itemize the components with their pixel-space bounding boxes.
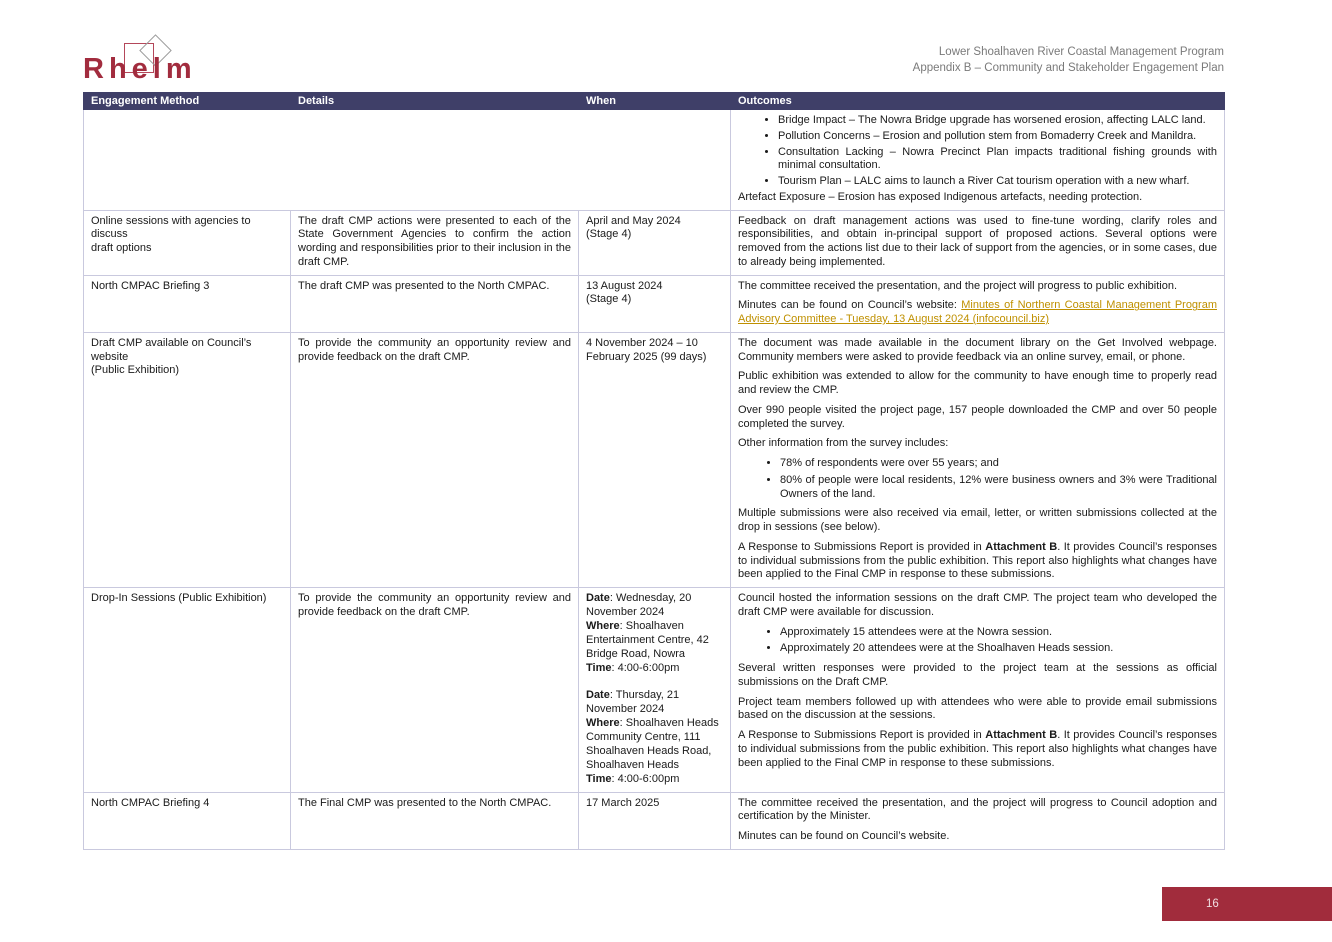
session-time [586,773,723,787]
session-date [586,592,723,620]
method-line: Drop-In Sessions (Public Exhibition) [91,592,267,604]
when-line: February 2025 (99 days) [586,350,707,363]
bullet-item: • Approximately 15 attendees were at the Nowra session. [780,626,1217,640]
cell-engagement-method [84,588,291,793]
page-number: 16 [1206,898,1219,910]
run-bold: Date [586,592,610,604]
method-line: draft options [91,242,152,254]
run-plain: . It provides Council’s responses to individual submissions from the public exhibition. This report also highlights what changes have been applied to the Final CMP in response to these submissions. [738,729,1217,769]
cell-outcomes [731,792,1225,849]
engagement-table [83,92,1225,850]
session-where [586,620,723,662]
table-row [84,588,1225,793]
outcomes-paragraph: Minutes can be found on Council’s website. [738,830,950,843]
outcomes-bullet-list [738,626,1217,657]
session-where [586,717,723,773]
cell-details [291,588,579,793]
run-bold: Attachment B [985,540,1058,553]
column-header-details: Details [291,93,579,110]
when-line: (Stage 4) [586,228,632,241]
outcomes-paragraph: Over 990 people visited the project page, 157 people downloaded the CMP and over 50 people completed the survey. [738,403,1217,430]
run-bold: Attachment B [985,729,1058,741]
table-row [84,210,1225,275]
details-paragraph: The draft CMP was presented to the North CMPAC. [298,279,550,292]
bullet-item: • Pollution Concerns – Erosion and pollution stem from Bomaderry Creek and Manildra. [778,130,1217,144]
outcomes-paragraph: The committee received the presentation, and the project will progress to Council adoption and certification by the Minister. [738,796,1217,823]
run-bold: Where [586,619,620,632]
method-line: North CMPAC Briefing 3 [91,279,210,292]
document-title-line2: Appendix B – Community and Stakeholder Engagement Plan [912,62,1224,74]
cell-outcomes [731,210,1225,275]
run-plain: A Response to Submissions Report is provided in [738,729,986,741]
cell-outcomes [731,332,1225,587]
document-title-line1: Lower Shoalhaven River Coastal Management Program [938,46,1224,58]
run-plain: . It provides Council’s responses to individual submissions from the public exhibition. This report also highlights what changes have been applied to the Final CMP in response to these submissions. [738,540,1217,581]
run-plain: A Response to Submissions Report is provided in [738,540,986,553]
bullet-item: • Approximately 20 attendees were at the Shoalhaven Heads session. [780,642,1217,656]
outcomes-paragraph: Several written responses were provided to the project team at the sessions as official submissions on the Draft CMP. [738,662,1217,688]
bullet-item: • 80% of people were local residents, 12% were business owners and 3% were Traditional Owners of the land. [780,474,1217,502]
session-time [586,662,723,676]
table-header-row [84,93,1225,110]
minutes-text: Minutes can be found on Council’s website: [738,299,962,312]
cell-details [291,275,579,332]
outcomes-paragraph: Project team members followed up with attendees who were able to provide email submissions based on the discussion at the sessions. [738,695,1217,722]
outcomes-paragraph: Other information from the survey includes: [738,437,949,450]
when-line: 4 November 2024 – 10 [586,336,698,349]
run-bold: Date [586,688,610,701]
when-line: 13 August 2024 [586,279,663,292]
session-gap [586,676,723,689]
table-row [84,275,1225,332]
cell-when [579,210,731,275]
run-plain: : 4:00-6:00pm [611,661,680,674]
column-header-engagement-method: Engagement Method [84,93,291,110]
outcomes-paragraph: Public exhibition was extended to allow for the community to have enough time to properly read and review the CMP. [738,370,1217,396]
details-paragraph: The Final CMP was presented to the North CMPAC. [298,796,552,809]
run-plain: : Shoalhaven Entertainment Centre, 42 Bridge Road, Nowra [586,619,709,660]
run-plain: : Shoalhaven Heads Community Centre, 111 Shoalhaven Heads Road, Shoalhaven Heads [586,716,719,771]
run-bold: Where [586,716,620,729]
bullet-item: • Tourism Plan – LALC aims to launch a River Cat tourism operation with a new wharf. [778,175,1217,189]
outcomes-paragraph [738,299,1217,327]
table-row [84,792,1225,849]
details-paragraph: To provide the community an opportunity review and provide feedback on the draft CMP. [298,336,571,363]
details-paragraph: To provide the community an opportunity review and provide feedback on the draft CMP. [298,592,571,618]
outcomes-paragraph: The document was made available in the document library on the Get Involved webpage. Community members were asked to provide feedback via an online survey, email, or phone. [738,336,1217,363]
when-line: April and May 2024 [586,214,681,227]
bullet-item: • Consultation Lacking – Nowra Precinct Plan impacts traditional fishing grounds with minimal consultation. [778,146,1217,174]
cell-outcomes [731,275,1225,332]
cell-details [291,792,579,849]
cell-when [579,588,731,793]
outcomes-paragraph [738,729,1217,770]
minutes-link[interactable]: Minutes of Northern Coastal Management Program Advisory Committee - Tuesday, 13 August 2024 (infocouncil.biz) [738,299,1217,325]
session-date [586,689,723,717]
when-line: 17 March 2025 [586,796,660,809]
outcomes-bullet-list [738,114,1217,189]
run-bold: Time [586,772,612,785]
cell-engagement-method [84,275,291,332]
bullet-item: • Bridge Impact – The Nowra Bridge upgrade has worsened erosion, affecting LALC land. [778,114,1217,128]
details-paragraph: The draft CMP actions were presented to each of the State Government Agencies to confirm the action wording and responsibilities prior to their inclusion in the draft CMP. [298,214,571,268]
cell-details [291,210,579,275]
outcomes-bullet-list [738,457,1217,501]
bullet-item: • 78% of respondents were over 55 years; and [780,457,1217,471]
outcomes-paragraph: Council hosted the information sessions on the draft CMP. The project team who developed the draft CMP were available for discussion. [738,592,1217,618]
method-line: Draft CMP available on Council’s website [91,336,252,363]
run-bold: Time [586,661,612,674]
document-title [913,44,1224,76]
cell-outcomes [731,110,1225,211]
column-header-when: When [579,93,731,110]
method-line: North CMPAC Briefing 4 [91,796,210,809]
cell-engagement-method [84,210,291,275]
outcomes-paragraph: Artefact Exposure – Erosion has exposed Indigenous artefacts, needing protection. [738,190,1143,203]
run-plain: : 4:00-6:00pm [611,772,680,785]
page-number-box [1162,887,1332,921]
run-plain: : Wednesday, 20 November 2024 [586,592,692,618]
cell-when [579,275,731,332]
rhelm-logo [83,33,213,85]
table-row [84,110,1225,211]
outcomes-paragraph: Feedback on draft management actions was used to fine-tune wording, clarify roles and responsibilities, and obtain in-principal support of proposed actions. Several options were removed from the actions list due to their lack of support from the agencies, or in some cases, due to already being implemented. [738,214,1217,268]
method-line: Online sessions with agencies to discuss [91,214,251,241]
table-row [84,332,1225,587]
cell-outcomes [731,588,1225,793]
run-plain: : Thursday, 21 November 2024 [586,688,680,715]
cell-engagement-method [84,332,291,587]
cell-engagement-method [84,792,291,849]
cell-when [579,792,731,849]
cell-details [291,332,579,587]
method-line: (Public Exhibition) [91,364,180,377]
outcomes-paragraph: Multiple submissions were also received via email, letter, or written submissions collected at the drop in sessions (see below). [738,507,1217,533]
outcomes-paragraph: The committee received the presentation, and the project will progress to public exhibition. [738,279,1178,292]
cell-when [579,332,731,587]
outcomes-paragraph [738,541,1217,582]
cell-empty [84,110,731,211]
when-line: (Stage 4) [586,293,632,306]
logo-wordmark: Rhelm [83,53,197,85]
column-header-outcomes: Outcomes [731,93,1225,110]
